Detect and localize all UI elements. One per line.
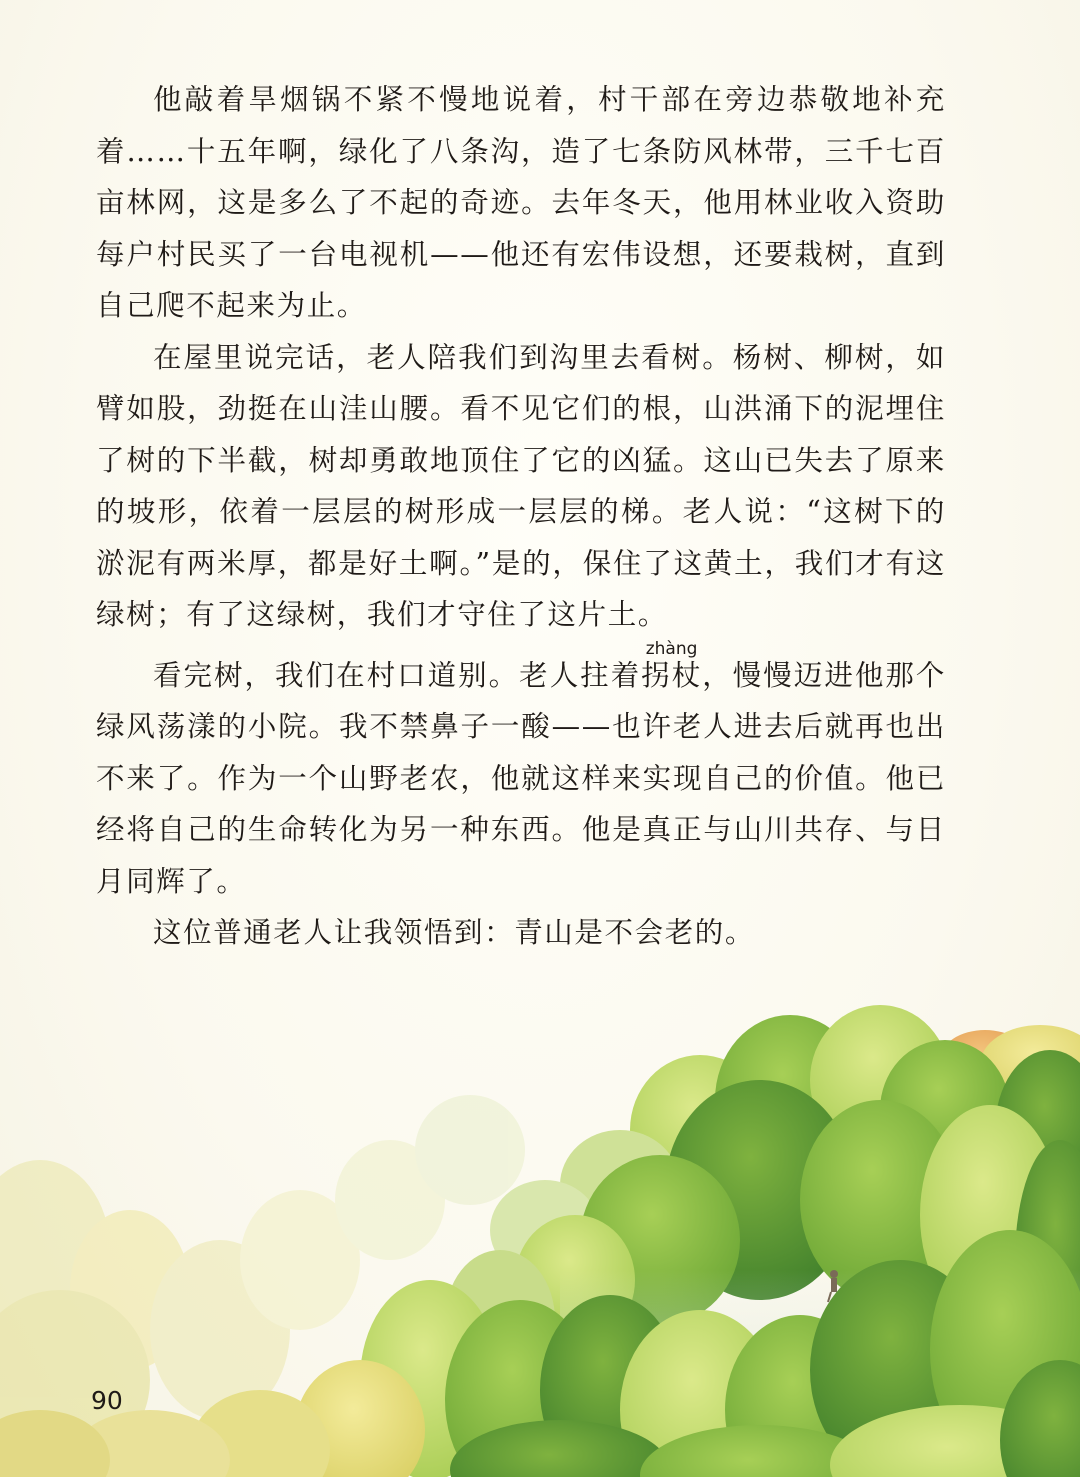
ruby-base-char-2: 杖 [671,658,703,692]
pinyin-text: zhàng [641,638,702,659]
paragraph-3-after: ，慢慢迈进他那个绿风荡漾的小院。我不禁鼻子一酸——也许老人进去后就再也出不来了。作为一个山野老农，他就这样来实现自己的价值。他已经将自己的生命转化为另一种东西。他是真正与山川共存、与日月同辉了。 [96,658,946,898]
paragraph-3-before: 看完树，我们在村口道别。老人拄着 [153,658,642,692]
ruby-base-char-1: 拐 [641,658,672,692]
page-number: 90 [91,1386,123,1415]
paragraph-1: 他敲着旱烟锅不紧不慢地说着，村干部在旁边恭敬地补充着……十五年啊，绿化了八条沟，造了七条防风林带，三千七百亩林网，这是多么了不起的奇迹。去年冬天，他用林业收入资助每户村民买了一台电视机——他还有宏伟设想，还要栽树，直到自己爬不起来为止。 [96,83,946,322]
paragraph-4: 这位普通老人让我领悟到：青山是不会老的。 [153,916,756,949]
paragraph-2: 在屋里说完话，老人陪我们到沟里去看树。杨树、柳树，如臂如股，劲挺在山洼山腰。看不见它们的根，山洪涌下的泥埋住了树的下半截，树却勇敢地顶住了它的凶猛。这山已失去了原来的坡形，依着一层层的树形成一层层的梯。老人说：“这树下的淤泥有两米厚，都是好土啊。”是的，保住了这黄土，我们才有这绿树；有了这绿树，我们才守住了这片土。 [96,340,946,631]
